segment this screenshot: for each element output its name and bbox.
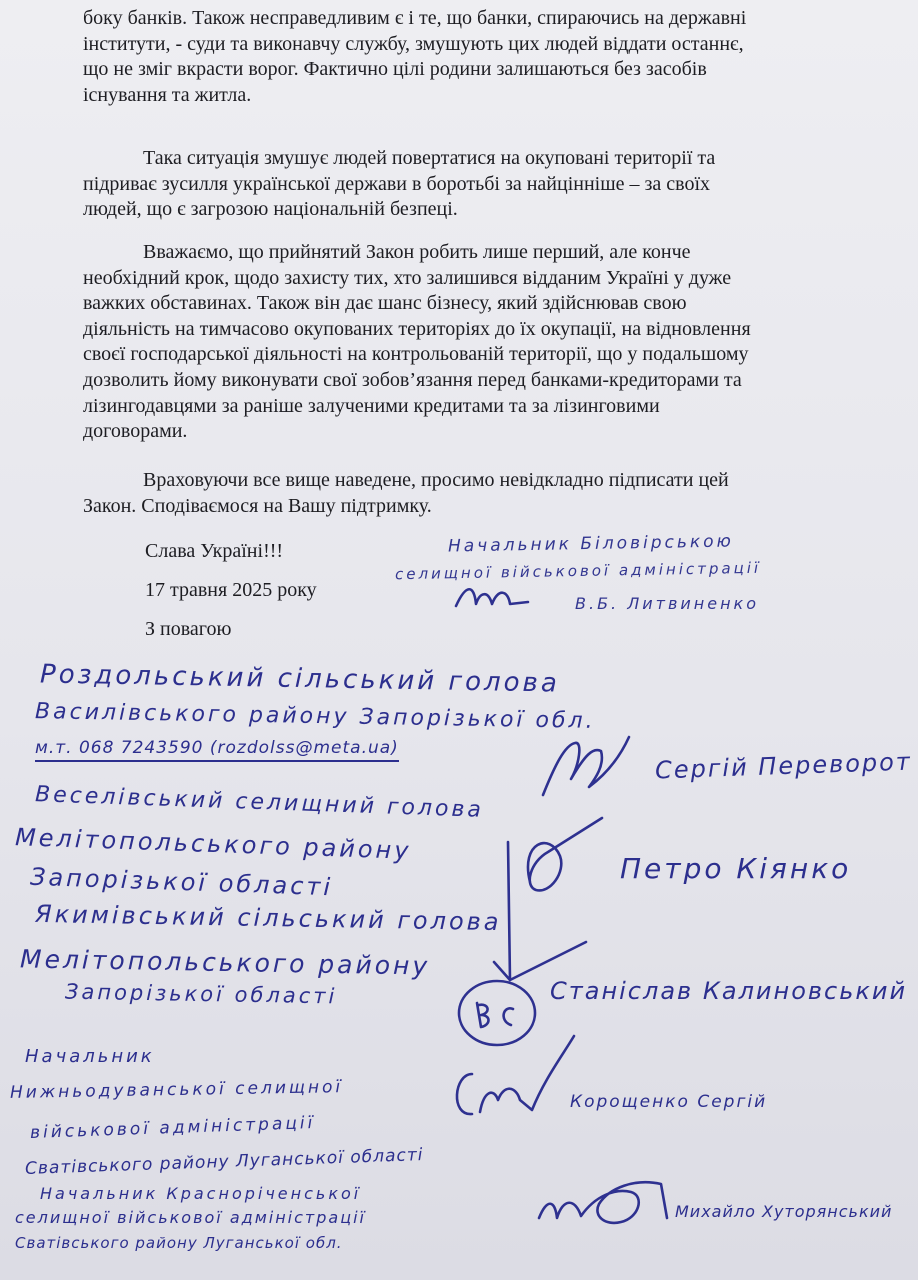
signer-3-title-line-1: Веселівський селищний голова	[34, 782, 485, 823]
signer-2-name: Сергій Переворот	[654, 747, 913, 785]
letter-date: 17 травня 2025 року	[145, 579, 317, 601]
paragraph-3: Вважаємо, що прийнятий Закон робить лише перший, але конче необхідний крок, щодо захисту тих, хто залишився відданим Україні у дуже важких обставинах. Також він дає шанс бізнесу, який здійснював свою діяльність на тимчасово окупованих територіях до їх окупації, на відновлення своєї господарської діяльності на контрольованій території, що у подальшому дозволить йому виконувати свої зобов’язання перед банками-кредиторами та лізингодавцями за раніше залученими кредитами та за лізинговими договорами.	[83, 241, 751, 443]
signer-4-name: Станіслав Калиновський	[550, 977, 908, 1005]
signer-5-title-line-2: Нижньодуванської селищної	[9, 1077, 344, 1103]
slogan: Слава Україні!!!	[145, 540, 284, 562]
signer-2-title-line-2: Василівського району Запорізької обл.	[34, 699, 596, 734]
signer-1-signature	[452, 580, 532, 614]
signer-6-title-line-1: Начальник Красноріченської	[40, 1184, 362, 1203]
signer-6-title-line-3: Сватівського району Луганської обл.	[15, 1234, 343, 1252]
signer-1-title-line-2: селищної військової адміністрації	[394, 558, 762, 584]
signer-3-name: Петро Кіянко	[620, 852, 852, 885]
signer-5-title-line-4: Сватівського району Луганської області	[24, 1145, 424, 1179]
signer-6-name: Михайло Хуторянський	[675, 1202, 893, 1221]
signer-6-signature	[535, 1178, 675, 1258]
paragraph-1: боку банків. Також несправедливим є і те, що банки, спираючись на державні інститути, - суди та виконавчу службу, змушують цих людей віддати останнє, що не зміг вкрасти ворог. Фактично цілі родини залишаються без засобів існування та житла.	[83, 7, 747, 106]
signer-4-title-line-1: Якимівський сільський голова	[34, 899, 502, 937]
signer-5-signature	[440, 1030, 590, 1130]
paragraph-2: Така ситуація змушує людей повертатися на окуповані території та підриває зусилля української держави в боротьбі за найцінніше – за своїх людей, що є загрозою національній безпеці.	[83, 147, 716, 221]
signer-1-title-line-1: Начальник Біловірською	[447, 531, 735, 557]
signer-2-phone-email: м.т. 068 7243590 (rozdolss@meta.ua)	[35, 738, 399, 762]
paragraph-4: Враховуючи все вище наведене, просимо невідкладно підписати цей Закон. Сподіваємося на Вашу підтримку.	[83, 469, 729, 517]
signer-5-title-line-1: Начальник	[25, 1046, 155, 1067]
signer-3-title-line-3: Запорізької області	[29, 862, 334, 902]
signer-3-title-line-2: Мелітопольського району	[14, 823, 412, 865]
signer-5-name: Корощенко Сергій	[570, 1092, 768, 1112]
closing-line: З повагою	[145, 618, 232, 640]
signer-3-signature	[490, 812, 610, 987]
signer-4-title-line-3: Запорізької області	[64, 979, 338, 1009]
signer-6-title-line-2: селищної військової адміністрації	[15, 1208, 366, 1227]
signer-1-name: В.Б. Литвиненко	[575, 594, 760, 613]
signer-5-title-line-3: військової адміністрації	[29, 1113, 316, 1143]
signer-2-title-line-1: Роздольський сільський голова	[39, 659, 561, 699]
signer-4-title-line-2: Мелітопольського району	[19, 944, 431, 981]
signer-2-signature	[535, 725, 645, 810]
